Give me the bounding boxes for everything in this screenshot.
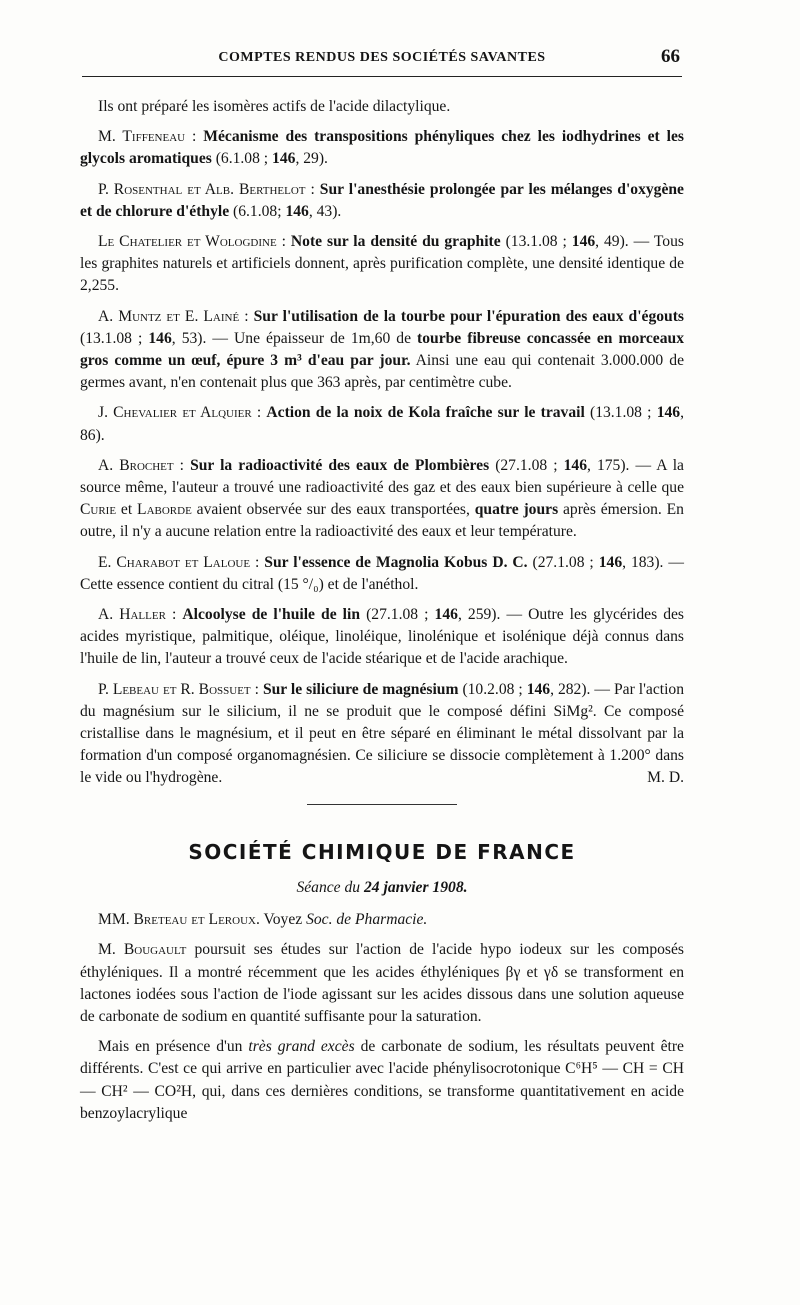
- communication-title: Sur l'anesthésie prolongée par les mélanges d'oxygène et de chlorure d'éthyle: [80, 180, 684, 220]
- emphasis: tourbe fibreuse concassée en morceaux gros comme un œuf, épure 3 m³ d'eau par jour.: [80, 329, 684, 370]
- emphasis: très grand excès: [248, 1038, 355, 1056]
- volume: 146: [434, 606, 458, 624]
- cited-name: Curie: [80, 501, 117, 519]
- entry-le-chatelier: Le Chatelier et Wologdine : Note sur la densité du graphite (13.1.08 ; 146, 49). — Tous les graphites naturels et artificiels donnent, après purification complète, une densité identique de 2,255.: [80, 233, 684, 295]
- page-header: [82, 46, 682, 77]
- paragraph-dilactylique: Ils ont préparé les isomères actifs de l'acide dilactylique.: [98, 98, 451, 115]
- entry-tiffeneau: M. Tiffeneau : Mécanisme des transpositions phényliques chez les iodhydrines et les glycols aromatiques (6.1.08 ; 146, 29).: [80, 128, 684, 168]
- communication-title: Action de la noix de Kola fraîche sur le travail: [266, 404, 585, 422]
- article-body: [80, 96, 684, 1133]
- communication-title: Alcoolyse de l'huile de lin: [182, 606, 361, 624]
- entry-lebeau: P. Lebeau et R. Bossuet : Sur le siliciure de magnésium (10.2.08 ; 146, 282). — Par l'action du magnésium sur le silicium, il ne se produit que le composé défini SiMg². Ce composé cristallise dans le magnésium, et il peut en être séparé en éliminant le métal dissolvant par la formation d'un composé organomagnésien. Ce siliciure se dissocie complètement à 1.200° dans le vide ou l'hydrogène. M. D.: [80, 679, 684, 790]
- cited-name: Laborde: [137, 501, 192, 519]
- author: P. Lebeau et R. Bossuet: [98, 680, 251, 698]
- paragraph-carbonate: Mais en présence d'un très grand excès de carbonate de sodium, les résultats peuvent être différents. C'est ce qui arrive en particulier avec l'acide phénylisocrotonique C⁶H⁵ — CH = CH — CH² — CO²H, qui, dans ces dernières conditions, se transforme quantitativement en acide benzoylacrylique: [80, 1038, 684, 1122]
- volume: 146: [598, 553, 623, 571]
- communication-title: Mécanisme des transpositions phényliques chez les iodhydrines et les glycols aromatiques: [80, 128, 684, 168]
- communication-title: Sur l'utilisation de la tourbe pour l'épuration des eaux d'égouts: [253, 307, 684, 325]
- paragraph-breteau: MM. Breteau et Leroux. Voyez Soc. de Pharmacie.: [98, 911, 428, 929]
- signature: M. D.: [647, 769, 684, 787]
- emphasis: quatre jours: [474, 501, 559, 519]
- volume: 146: [285, 202, 309, 220]
- entry-charabot: E. Charabot et Laloue : Sur l'essence de Magnolia Kobus D. C. (27.1.08 ; 146, 183). — Cette essence contient du citral (15 °/₀) et de l'anéthol.: [80, 553, 684, 593]
- communication-title: Sur la radioactivité des eaux de Plombières: [190, 456, 490, 474]
- section-title: SOCIÉTÉ CHIMIQUE DE FRANCE: [188, 839, 576, 864]
- author: Le Chatelier et Wologdine: [98, 233, 277, 251]
- author: M. Tiffeneau: [98, 128, 186, 146]
- author: J. Chevalier et Alquier: [98, 404, 252, 422]
- author: A. Haller: [98, 606, 166, 624]
- author: E. Charabot et Laloue: [98, 553, 251, 571]
- volume: 146: [526, 680, 551, 698]
- entry-chevalier: J. Chevalier et Alquier : Action de la noix de Kola fraîche sur le travail (13.1.08 ; 146, 86).: [80, 404, 684, 444]
- communication-title: Note sur la densité du graphite: [290, 233, 501, 251]
- paragraph-bougault: M. Bougault poursuit ses études sur l'action de l'acide hypo iodeux sur les composés éthyléniques. Il a montré récemment que les acides éthyléniques βγ et γδ se transforment en lactones iodées sous l'action de l'iode agissant sur les acides dissous dans une solution aqueuse de carbonate de sodium en quantité suffisante pour la saturation.: [80, 941, 684, 1025]
- section-divider: [307, 804, 457, 805]
- communication-title: Sur l'essence de Magnolia Kobus D. C.: [264, 553, 528, 571]
- entry-brochet: A. Brochet : Sur la radioactivité des eaux de Plombières (27.1.08 ; 146, 175). — A la source même, l'auteur a trouvé une radioactivité des gaz et des eaux bien supérieure à celle que Curie et Laborde avaient observée sur des eaux transportées, quatre jours après émersion. En outre, il n'y a aucune relation entre la radioactivité des eaux et leur température.: [80, 456, 684, 541]
- entry-muntz: A. Muntz et E. Lainé : Sur l'utilisation de la tourbe pour l'épuration des eaux d'égouts (13.1.08 ; 146, 53). — Une épaisseur de 1m,60 de tourbe fibreuse concassée en morceaux gros comme un œuf, épure 3 m³ d'eau par jour. Ainsi une eau qui contenait 3.000.000 de germes avant, n'en contenait plus que 363 après, par centimètre cube.: [80, 307, 684, 392]
- volume: 146: [656, 404, 681, 422]
- author: A. Brochet: [98, 456, 174, 474]
- volume: 146: [148, 329, 172, 347]
- author: A. Muntz et E. Lainé: [98, 307, 240, 325]
- page-number: 66: [661, 46, 680, 67]
- communication-title: Sur le siliciure de magnésium: [262, 680, 459, 698]
- cross-reference: Soc. de Pharmacie.: [306, 911, 428, 929]
- author: P. Rosenthal et Alb. Berthelot: [98, 180, 306, 198]
- volume: 146: [571, 233, 596, 251]
- author: M. Bougault: [98, 941, 187, 959]
- author: Breteau et Leroux: [133, 911, 256, 929]
- volume: 146: [563, 456, 587, 474]
- session-date: Séance du 24 janvier 1908.: [296, 878, 468, 896]
- volume: 146: [272, 150, 296, 168]
- entry-rosenthal: P. Rosenthal et Alb. Berthelot : Sur l'anesthésie prolongée par les mélanges d'oxygène et de chlorure d'éthyle (6.1.08; 146, 43).: [80, 180, 684, 220]
- running-title: COMPTES RENDUS DES SOCIÉTÉS SAVANTES: [218, 50, 546, 65]
- entry-haller: A. Haller : Alcoolyse de l'huile de lin (27.1.08 ; 146, 259). — Outre les glycérides des acides myristique, palmitique, oléique, linoléique, linolénique et isolénique déjà connus dans l'huile de lin, l'auteur a trouvé ceux de l'acide stéarique et de l'acide arachique.: [80, 606, 684, 668]
